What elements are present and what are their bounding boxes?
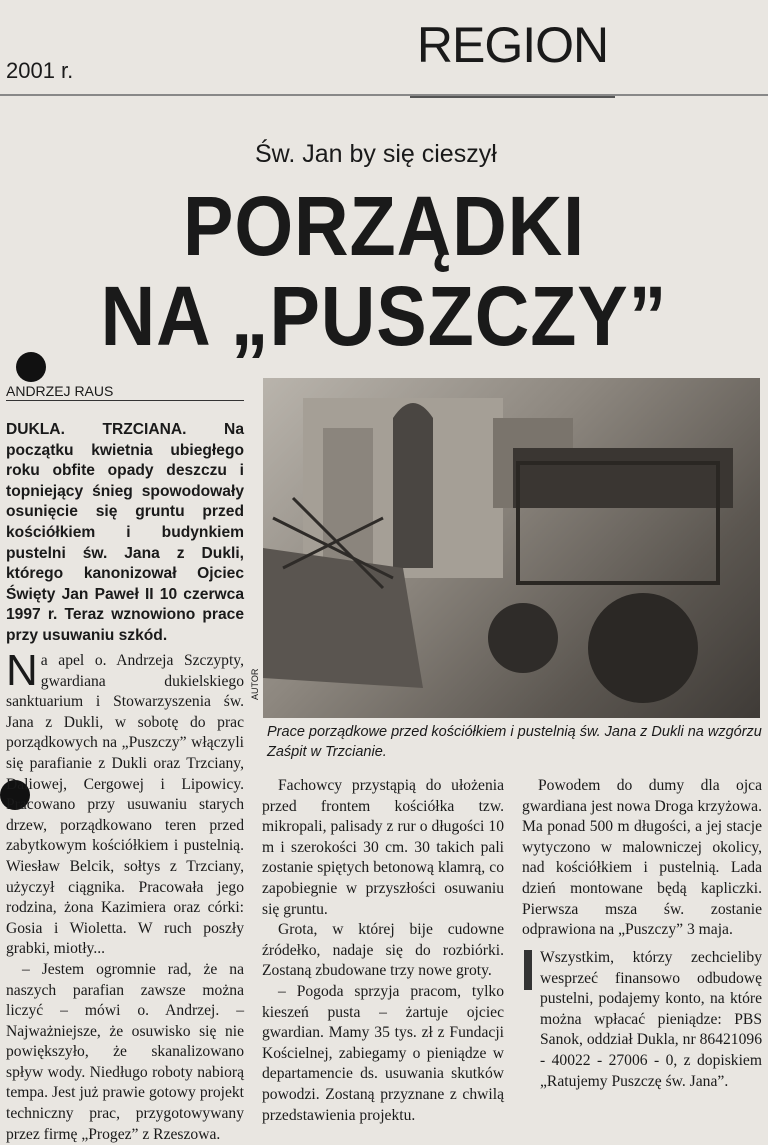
column-2-paragraph-2: Grota, w której bije cudowne źródełko, nadaje się do rozbiórki. Zostaną zbudowane trzy nowe groty. bbox=[262, 921, 504, 980]
photo-caption: Prace porządkowe przed kościółkiem i pustelnią św. Jana z Dukli na wzgórzu Zaśpit w Trzcianie. bbox=[267, 724, 762, 760]
headline-line-2: NA „PUSZCZY” bbox=[100, 269, 668, 363]
column-3-paragraph-1: Powodem do dumy dla ojca gwardiana jest nowa Droga krzyżowa. Ma ponad 500 m długości, a jej stacje wytyczono w malowniczej okolicy, nad kościółkiem i pustelnią. Lada dzień montowane będą kapliczki. Pierwsza msza św. zostanie odprawiona na „Puszczy” 3 maja. bbox=[522, 777, 762, 939]
column-1-paragraph-2: – Jestem ogromnie rad, że na naszych parafian zawsze można liczyć – mówi o. Andrzej. – Najważniejsze, że osuwisko się nie powiększyło, że skanalizowano spływ wody. Niedługo roboty nabiorą tempa. Jest już prawie gotowy projekt techniczny prac, przygotowywany przez firmę „Progez” z Rzeszowa. bbox=[6, 960, 244, 1143]
column-1-text: a apel o. Andrzeja Szczypty, gwardiana dukielskiego sanktuarium i Stowarzyszenia św. Jana z Dukli, w sobotę do prac porządkowych na „Puszczy” włączyli się parafianie z Dukli oraz Trzciany, Daliowej, Cergowej i Lipowicy. Pracowano przy usuwaniu starych drzew, porządkowano teren przed zabytkowym kościółkiem i pustelnią. Wiesław Belcik, sołtys z Trzciany, użyczył ciągnika. Pracowała jego rodzina, żona Kazimiera oraz córki: Gosia i Wioletta. W ruch poszły grabki, miotły... bbox=[6, 652, 244, 958]
photo-credit: AUTOR bbox=[250, 668, 260, 700]
byline-divider bbox=[6, 400, 244, 401]
column-2-paragraph-1: Fachowcy przystąpią do ułożenia przed frontem kościółka tzw. mikropali, palisady z rur o długości 10 m i szerokości 30 cm. 30 takich pali zostanie spiętych betonową klamrą, co zapobiegnie w przyszłości osuwaniu się gruntu. bbox=[262, 777, 504, 918]
article-subtitle: Św. Jan by się cieszył bbox=[255, 140, 497, 168]
article-column-1 bbox=[6, 646, 244, 1145]
section-title: REGION bbox=[416, 17, 609, 73]
article-photo bbox=[263, 378, 760, 718]
article-column-3 bbox=[522, 776, 762, 941]
donation-info-box: Wszystkim, którzy zechcieliby wesprzeć finansowo odbudowę pustelni, podajemy konto, na które można wpłacać pieniądze: PBS Sanok, oddział Dukla, nr 86421096 - 40022 - 27006 - 0, z dopiskiem „Ratujemy Puszczę św. Jana”. bbox=[540, 949, 762, 1090]
header-divider bbox=[0, 94, 768, 96]
lead-paragraph: DUKLA. TRZCIANA. Na początku kwietnia ubiegłego roku obfite opady deszczu i topniejący śnieg spowodowały osunięcie się gruntu przed kościółkiem i budynkiem pustelni św. Jana z Dukli, którego kanonizował Ojciec Święty Jan Paweł II 10 czerwca 1997 r. Teraz wznowiono prace przy usuwaniu szkód. bbox=[6, 421, 244, 644]
article-column-2 bbox=[262, 776, 504, 1126]
column-1-paragraph-1 bbox=[6, 646, 244, 960]
info-box-marker bbox=[524, 950, 532, 990]
photo-illustration bbox=[263, 378, 760, 718]
punch-hole bbox=[16, 352, 46, 382]
author-byline: ANDRZEJ RAUS bbox=[6, 383, 114, 399]
headline-line-1: PORZĄDKI bbox=[182, 179, 585, 273]
drop-cap: N bbox=[6, 646, 38, 695]
issue-year: 2001 r. bbox=[6, 58, 74, 83]
column-2-paragraph-3: – Pogoda sprzyja pracom, tylko kieszeń pusta – żartuje ojciec gwardian. Mamy 35 tys. zł z Fundacji Kościelnej, zabiegamy o pieniądze w departamencie ds. usuwania skutków powodzi. Zostaną przyznane z chwilą przedstawienia projektu. bbox=[262, 982, 504, 1124]
